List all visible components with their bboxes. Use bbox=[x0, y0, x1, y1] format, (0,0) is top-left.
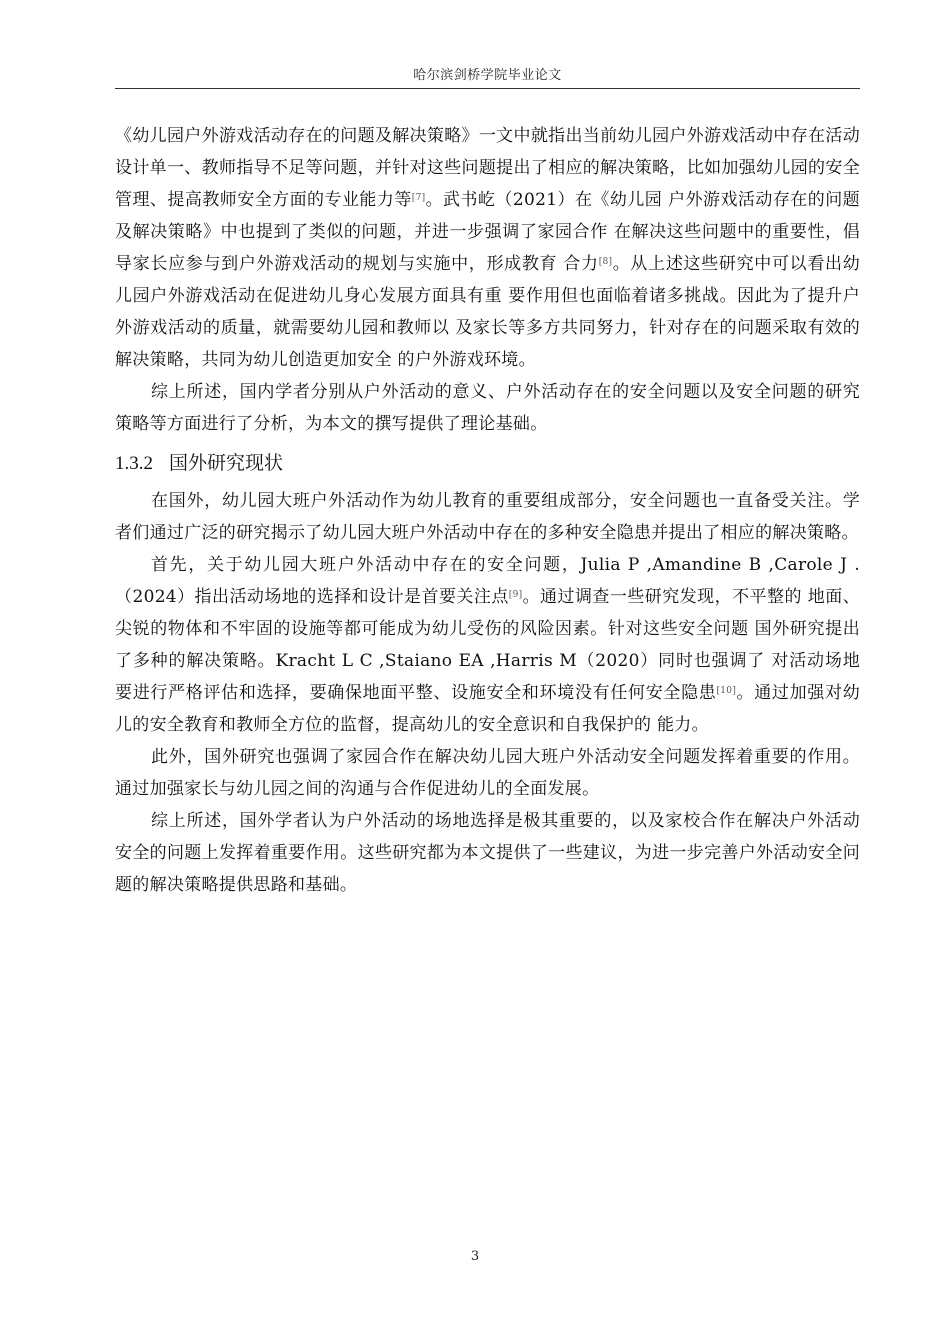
paragraph-domestic-studies bbox=[115, 120, 860, 376]
paragraph-text: 《幼儿园户外游戏活动存在的问题及解决策略》一文中就指出当前幼儿园户外游戏活动中存在活动设计单一、教师指导不足等问题，并针对这些问题提出了相应的解决策略，比如加强幼儿园的安全管理、提高教师安全方面的专业能力等 bbox=[115, 126, 860, 210]
paragraph-text: 。通过调查一些研究发现，不平整的 地面、尖锐的物体和不牢固的设施等都可能成为幼儿受伤的风险因素。针对这些安全问题 国外研究提出了多种的解决策略。Kracht L C ,Staiano EA ,Harris M（2020）同时也强调了 对活动场地要进行严格评估和选择，要确保地面平整、设施安全和环境没有任何安全隐患 bbox=[115, 587, 860, 703]
paragraph-domestic-summary: 综上所述，国内学者分别从户外活动的意义、户外活动存在的安全问题以及安全问题的研究策略等方面进行了分析，为本文的撰写提供了理论基础。 bbox=[115, 382, 860, 434]
paragraph-foreign-summary: 综上所述，国外学者认为户外活动的场地选择是极其重要的，以及家校合作在解决户外活动安全的问题上发挥着重要作用。这些研究都为本文提供了一些建议，为进一步完善户外活动安全问题的解决策略提供思路和基础。 bbox=[115, 811, 860, 895]
paragraph-text: 。武书屹（2021）在《幼儿园 户外游戏活动存在的问题及解决策略》中也提到了类似的问题，并进一步强调了家园合作 在解决这些问题中的重要性，倡导家长应参与到户外游戏活动的规划与实施中，形成教育 合力 bbox=[115, 190, 860, 274]
section-title: 国外研究现状 bbox=[169, 452, 284, 474]
header-divider bbox=[115, 88, 860, 89]
page-header-title: 哈尔滨剑桥学院毕业论文 bbox=[413, 68, 562, 83]
page-number: 3 bbox=[470, 1249, 480, 1264]
citation-ref: [10] bbox=[716, 686, 737, 696]
paragraph-foreign-intro: 在国外，幼儿园大班户外活动作为幼儿教育的重要组成部分，安全问题也一直备受关注。学者们通过广泛的研究揭示了幼儿园大班户外活动中存在的多种安全隐患并提出了相应的解决策略。 bbox=[115, 491, 860, 543]
paragraph-home-school-cooperation: 此外，国外研究也强调了家园合作在解决幼儿园大班户外活动安全问题发挥着重要的作用。通过加强家长与幼儿园之间的沟通与合作促进幼儿的全面发展。 bbox=[115, 747, 860, 799]
document-body bbox=[115, 120, 860, 901]
citation-ref: [7] bbox=[411, 193, 426, 203]
citation-ref: [9] bbox=[508, 590, 523, 600]
paragraph-foreign-safety bbox=[115, 549, 860, 741]
paragraph-text: 。从上述这些研究中可以看出幼儿园户外游戏活动在促进幼儿身心发展方面具有重 要作用但也面临着诸多挑战。因此为了提升户外游戏活动的质量，就需要幼儿园和教师以 及家长等多方共同努力，针对存在的问题采取有效的解决策略，共同为幼儿创造更加安全 的户外游戏环境。 bbox=[115, 254, 861, 370]
paragraph-text: 首先，关于幼儿园大班户外活动中存在的安全问题，Julia P ,Amandine B ,Carole J .（2024）指出活动场地的选择和设计是首要关注点 bbox=[115, 555, 860, 607]
section-number: 1.3.2 bbox=[115, 453, 153, 474]
citation-ref: [8] bbox=[598, 257, 613, 267]
paragraph-text: 。通过加强对幼儿的安全教育和教师全方位的监督，提高幼儿的安全意识和自我保护的 能力。 bbox=[115, 683, 860, 735]
section-heading bbox=[115, 446, 860, 481]
